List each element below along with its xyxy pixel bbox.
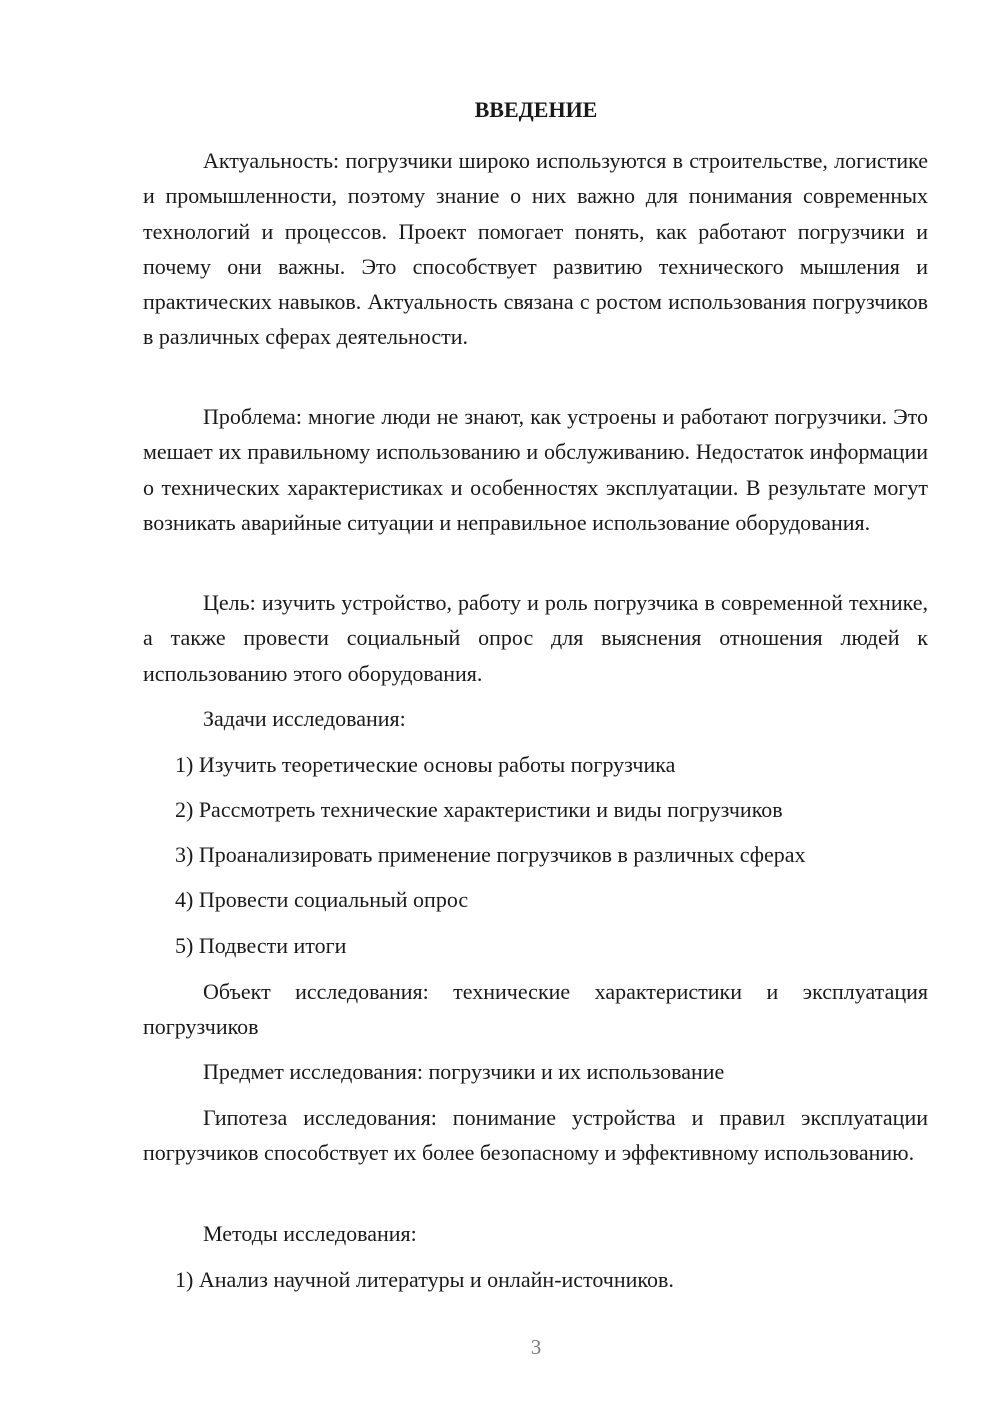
paragraph-goal: Цель: изучить устройство, работу и роль погрузчика в современной технике, а также провести социальный опрос для выяснения отношения людей к использованию этого оборудования. <box>143 590 928 686</box>
task-item: 2) Рассмотреть технические характеристики и виды погрузчиков <box>175 797 783 822</box>
method-item: 1) Анализ научной литературы и онлайн-источников. <box>175 1267 674 1292</box>
task-item: 4) Провести социальный опрос <box>175 887 469 912</box>
paragraph-relevance: Актуальность: погрузчики широко используются в строительстве, логистике и промышленности, поэтому знание о них важно для понимания современных технологий и процессов. Проект помогает понять, как работают погрузчики и почему они важны. Это способствует развитию технического мышления и практических навыков. Актуальность связана с ростом использования погрузчиков в различных сферах деятельности. <box>143 148 928 350</box>
tasks-label: Задачи исследования: <box>203 706 406 731</box>
paragraph-hypothesis: Гипотеза исследования: понимание устройства и правил эксплуатации погрузчиков способствует их более безопасному и эффективному использованию. <box>143 1105 928 1166</box>
task-item: 3) Проанализировать применение погрузчиков в различных сферах <box>175 842 806 867</box>
methods-label: Методы исследования: <box>203 1221 417 1246</box>
paragraph-problem: Проблема: многие люди не знают, как устроены и работают погрузчики. Это мешает их правильному использованию и обслуживанию. Недостаток информации о технических характеристиках и особенностях эксплуатации. В результате могут возникать аварийные ситуации и неправильное использование оборудования. <box>143 404 928 535</box>
section-heading: ВВЕДЕНИЕ <box>474 97 598 122</box>
paragraph-subject: Предмет исследования: погрузчики и их использование <box>203 1059 725 1084</box>
paragraph-object: Объект исследования: технические характеристики и эксплуатация погрузчиков <box>143 979 928 1040</box>
task-item: 1) Изучить теоретические основы работы погрузчика <box>175 752 676 777</box>
page-number: 3 <box>530 1335 542 1359</box>
task-item: 5) Подвести итоги <box>175 933 347 958</box>
